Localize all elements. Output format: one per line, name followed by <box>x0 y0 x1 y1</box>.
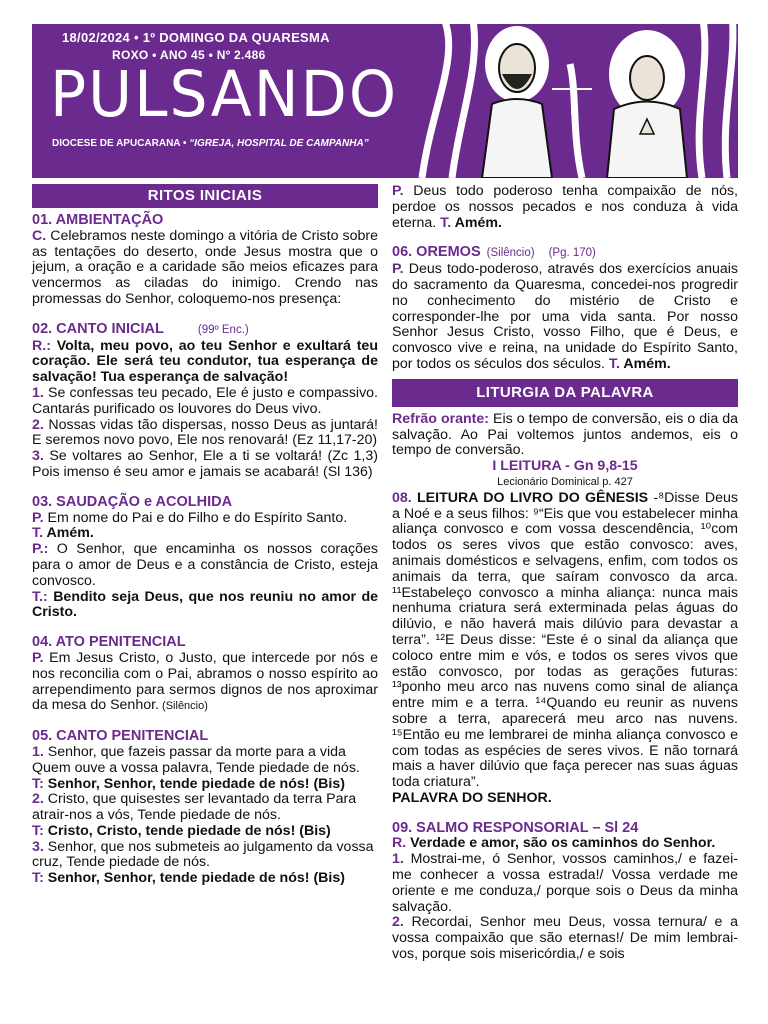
oremos-text: P. Deus todo-poderoso, através dos exercícios anuais do sacramento da Quaresma, concedei-nos progredir no conhecimento do mistério de Cristo e corresponder-lhe por uma vida santa. Por nosso Senhor Jesus Cristo, vosso Filho, que é Deus, e convosco vive e reina, na unidade do Espírito Santo, por todos os séculos dos séculos. T. Amém. <box>392 261 738 372</box>
masthead <box>32 24 738 178</box>
canto-inicial-verse-1: 1. Se confessas teu pecado, Ele é justo e compassivo. Cantarás purificado os louvores do Deus vivo. <box>32 384 378 417</box>
cp-verse-2: 2. Cristo, que quisestes ser levantado da terra Para atrair-nos a vós, Tende piedade de nós. <box>32 791 357 824</box>
icon-artwork <box>402 24 738 178</box>
edition-line: ROXO • ANO 45 • Nº 2.486 <box>112 48 266 62</box>
leitura-text: 08. LEITURA DO LIVRO DO GÊNESIS -⁸Disse Deus a Noé e a seus filhos: ⁹“Eis que vou estabelecer minha aliança convosco e com vossa descendência, ¹⁰com todos os seres vivos que estão convosco: aves, animais domésticos e selvagens, enfim, com todos os animais da terra, que saíram convosco da arca. ¹¹Estabeleço convosco a minha aliança: nunca mais nenhuma criatura será exterminada pelas águas do dilúvio, e não haverá mais dilúvio para devastar a terra”. ¹²E Deus disse: “Este é o sinal da aliança que coloco entre mim e vós, e todos os seres vivos que estão convosco, por todas as gerações futuras: ¹³ponho meu arco nas nuvens como sinal de aliança entre mim e a terra. ¹⁴Quando eu reunir as nuvens sobre a terra, aparecerá meu arco nas nuvens. ¹⁵Então eu me lembrarei de minha aliança convosco e com todas as espécies de seres vivos. E não tornará mais a haver dilúvio que faça perecer nas suas águas toda criatura”. <box>392 489 738 791</box>
cp-response-3: T: Senhor, Senhor, tende piedade de nós! (Bis) <box>32 870 345 887</box>
lecionario-ref: Lecionário Dominical p. 427 <box>497 475 633 488</box>
salmo-verse-1: 1. Mostrai-me, ó Senhor, vossos caminhos,/ e fazei-me conhecer a vossa estrada!/ Vossa verdade me oriente e me conduza,/ porque sois o Deus da minha salvação. <box>392 851 738 915</box>
refrao-orante: Refrão orante: Eis o tempo de conversão, eis o dia da salvação. Ao Pai voltemos juntos andemos, eis o tempo de conversão. <box>392 410 738 459</box>
saudacao-t2: T.: Bendito seja Deus, que nos reuniu no amor de Cristo. <box>32 588 378 621</box>
masthead-title: PULSANDO <box>50 58 399 132</box>
cp-response-2: T: Cristo, Cristo, tende piedade de nós! (Bis) <box>32 822 331 839</box>
ambientacao-title: 01. AMBIENTAÇÃO <box>32 212 164 228</box>
cp-verse-3: 3. Senhor, que nos submeteis ao julgamento da vossa cruz, Tende piedade de nós. <box>32 838 374 871</box>
ato-penitencial-title: 04. ATO PENITENCIAL <box>32 634 186 651</box>
saudacao-title: 03. SAUDAÇÃO e ACOLHIDA <box>32 493 233 510</box>
leitura-heading: I LEITURA - Gn 9,8-15 <box>492 458 638 475</box>
saudacao-t: T. Amém. <box>32 525 94 542</box>
cp-verse-1: 1. Senhor, que fazeis passar da morte para a vida Quem ouve a vossa palavra, Tende piedade de nós. <box>32 743 360 776</box>
salmo-verse-2: 2. Recordai, Senhor meu Deus, vossa ternura/ e a vossa compaixão que são eternas!/ De mim lembrai-vos, porque sois misericórdia,/ e sois <box>392 914 738 963</box>
salmo-title: 09. SALMO RESPONSORIAL – Sl 24 <box>392 819 639 836</box>
section-band-ritos: RITOS INICIAIS <box>32 184 378 208</box>
left-column <box>32 184 378 887</box>
date-line: 18/02/2024 • 1º DOMINGO DA QUARESMA <box>62 30 330 45</box>
canto-penitencial-title: 05. CANTO PENITENCIAL <box>32 728 209 745</box>
right-column <box>392 184 738 963</box>
canto-inicial-title: 02. CANTO INICIAL (99º Enc.) <box>32 320 249 337</box>
diocese-line <box>52 138 369 149</box>
absolution-p: P. Deus todo poderoso tenha compaixão de nós, perdoe os nossos pecados e nos conduza à vida eterna. T. Amém. <box>392 183 738 231</box>
palavra-do-senhor: PALAVRA DO SENHOR. <box>392 789 552 806</box>
ambientacao-text: C. Celebramos neste domingo a vitória de Cristo sobre as tentações do deserto, onde Jesus mostra que o jejum, a oração e a caridade são meios eficazes para vencermos as ciladas do inimigo. Crendo nas promessas do Senhor, coloquemo-nos presença: <box>32 227 378 307</box>
canto-inicial-verse-3: 3. Se voltares ao Senhor, Ele a ti se voltará! (Zc 1,3) Pois imenso é seu amor e jamais se acabará! (Sl 136) <box>32 448 378 480</box>
motto: “IGREJA, HOSPITAL DE CAMPANHA” <box>189 138 369 149</box>
canto-inicial-refrain: R.: Volta, meu povo, ao teu Senhor e exultará teu coração. Ele será teu condutor, tua esperança de salvação! Tua esperança de salvação! <box>32 337 378 386</box>
cp-response-1: T: Senhor, Senhor, tende piedade de nós! (Bis) <box>32 775 345 792</box>
oremos-title: 06. OREMOS (Silêncio) (Pg. 170) <box>392 244 596 261</box>
saudacao-p: P. Em nome do Pai e do Filho e do Espírito Santo. <box>32 509 348 526</box>
section-band-liturgia: LITURGIA DA PALAVRA <box>392 379 738 407</box>
canto-inicial-note: (99º Enc.) <box>197 323 249 336</box>
ato-penitencial-text: P. Em Jesus Cristo, o Justo, que intercede por nós e nos reconcilia com o Pai, abramos o nosso espírito ao arrependimento para sermos dignos de nos aproximar da mesa do Senhor. (Silêncio) <box>32 649 378 714</box>
salmo-refrain: R. Verdade e amor, são os caminhos do Senhor. <box>392 835 716 852</box>
canto-inicial-verse-2: 2. Nossas vidas tão dispersas, nosso Deus as juntará! E seremos novo povo, Ele nos renovará! (Ez 11,17-20) <box>32 416 378 449</box>
saudacao-p2: P.: O Senhor, que encaminha os nossos corações para o amor de Deus e a constância de Cristo, esteja convosco. <box>32 541 378 589</box>
diocese-name: DIOCESE DE APUCARANA • <box>52 138 187 149</box>
